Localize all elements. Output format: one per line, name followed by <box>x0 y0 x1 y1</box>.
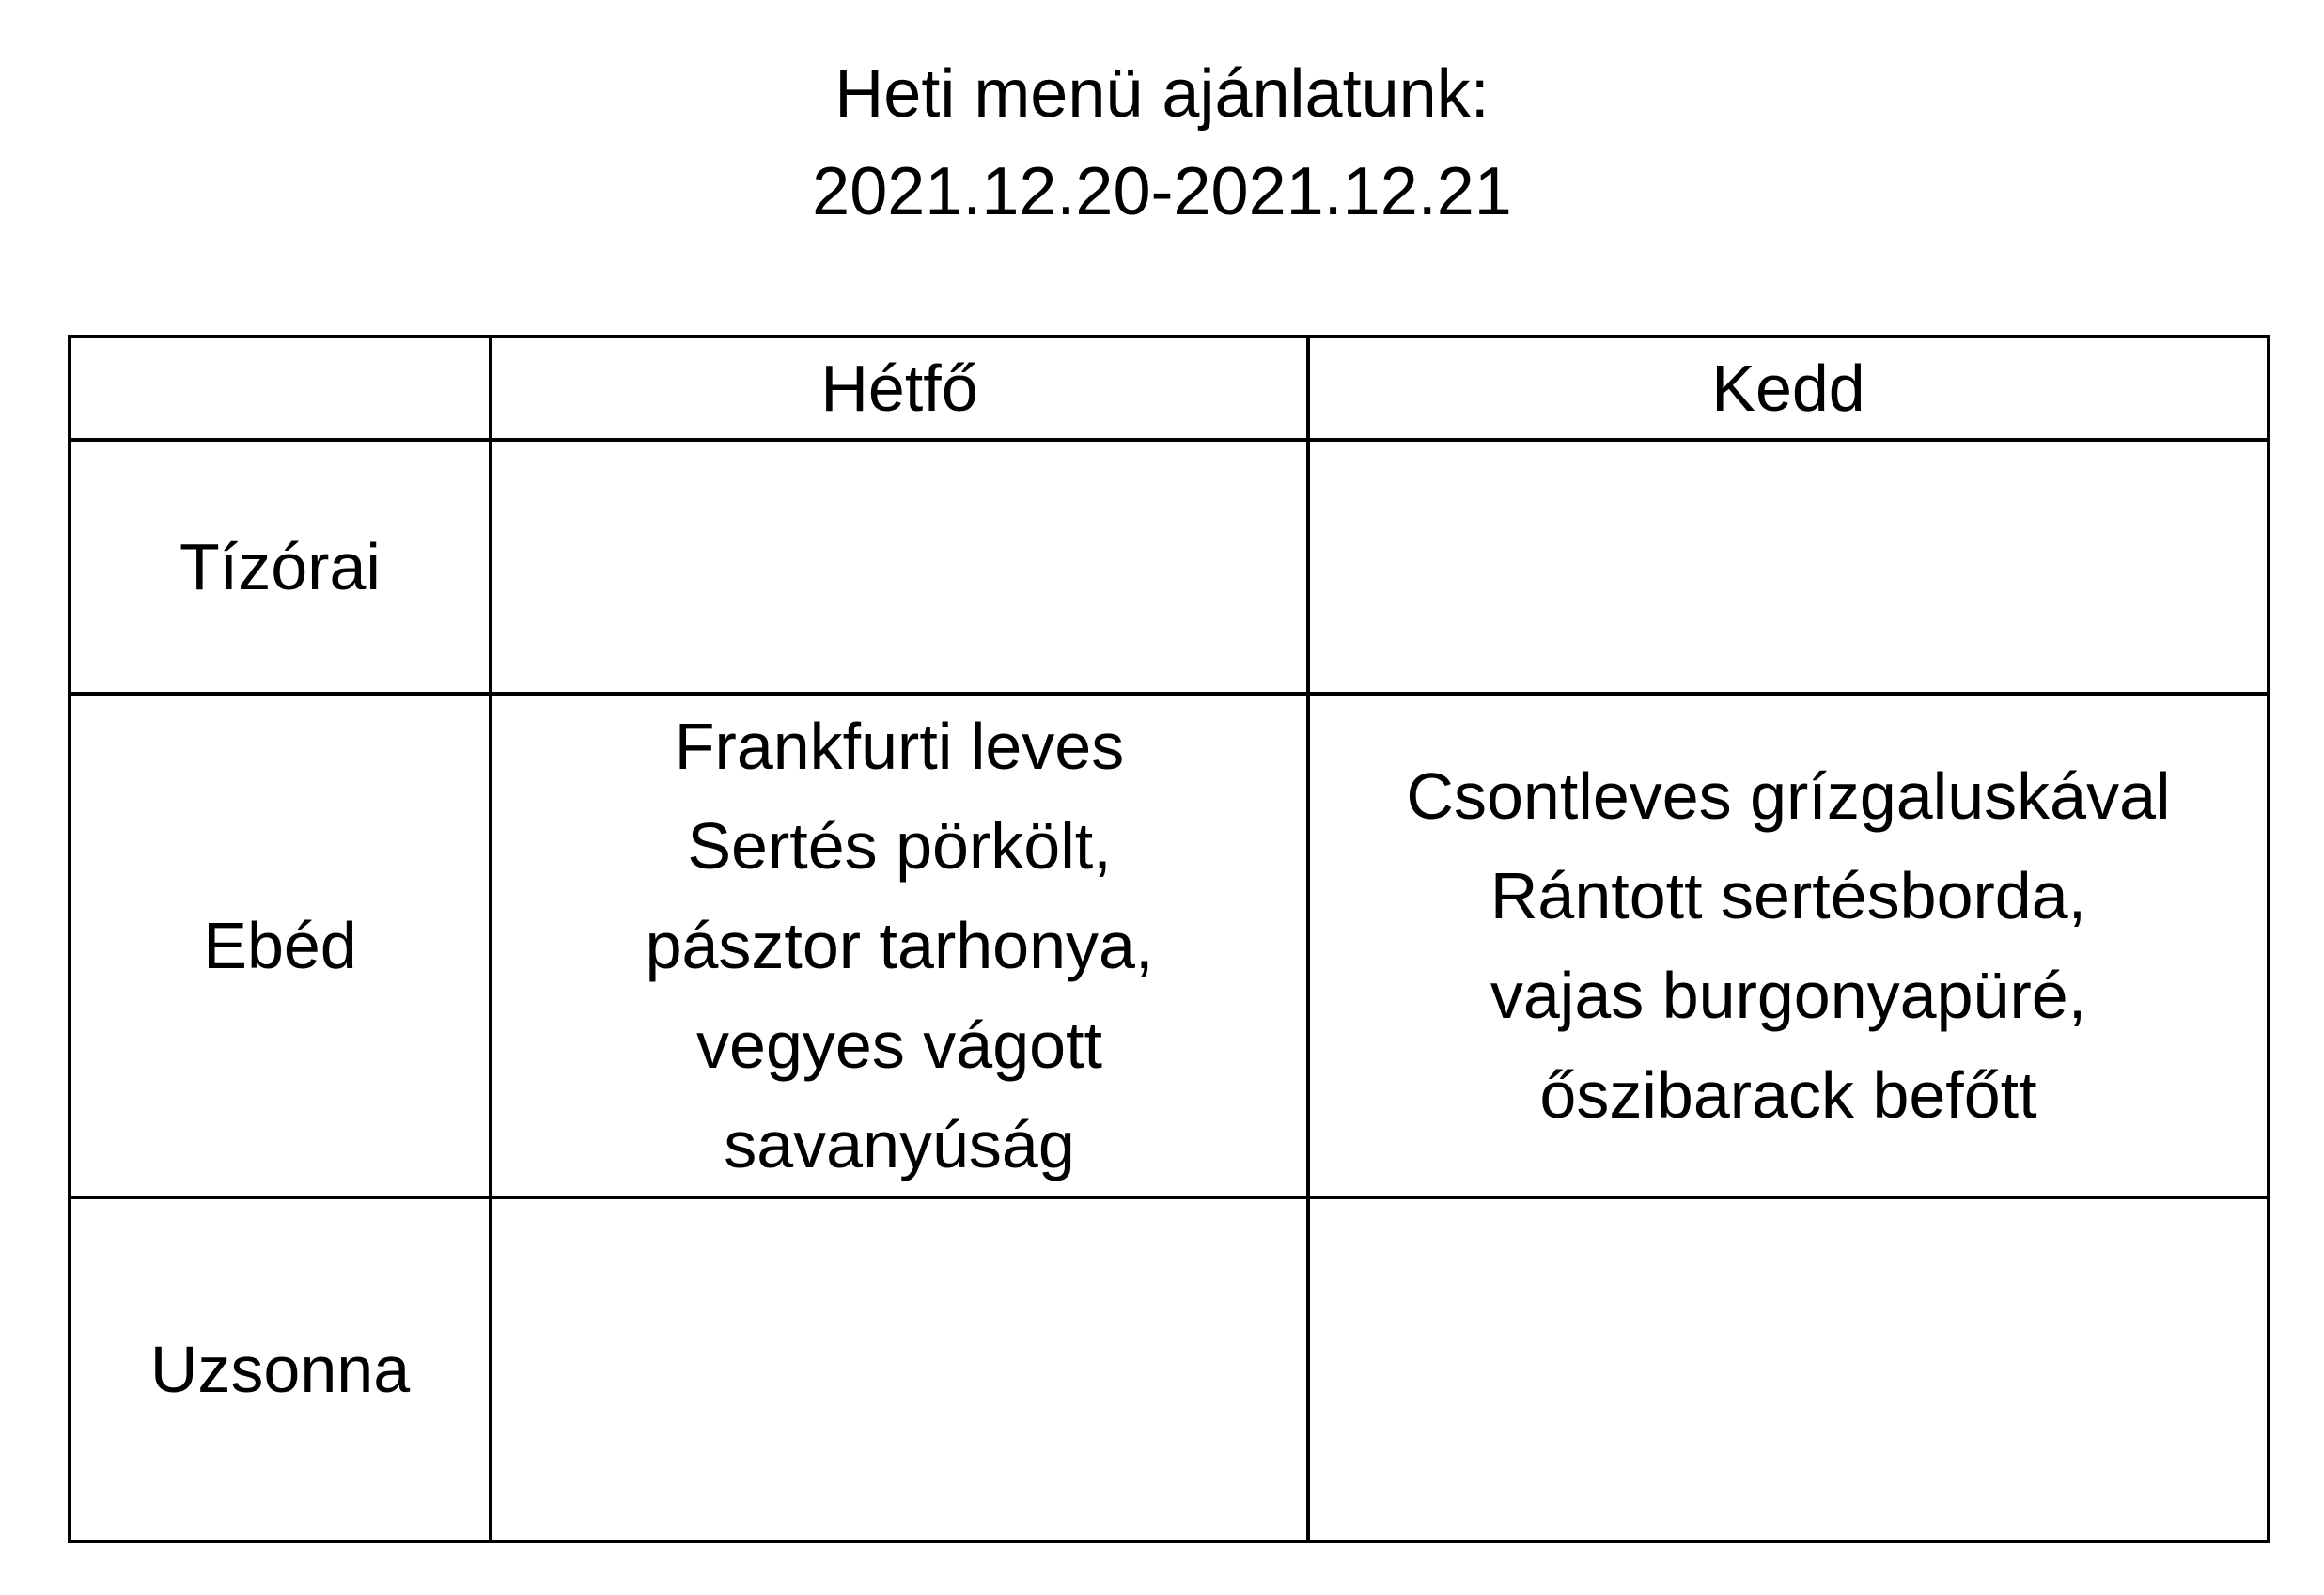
row-label-tizorai: Tízórai <box>70 440 491 694</box>
dish-line: vajas burgonyapüré, <box>1490 959 2087 1032</box>
cell-tizorai-monday <box>491 440 1308 694</box>
title-date-range: 2021.12.20-2021.12.21 <box>812 154 1512 229</box>
row-label-ebed: Ebéd <box>70 694 491 1197</box>
header-monday: Hétfő <box>491 336 1308 440</box>
cell-ebed-monday <box>491 694 1308 1197</box>
page-title <box>0 45 2324 241</box>
dish-line: savanyúság <box>724 1108 1075 1181</box>
table-row <box>70 1197 2269 1541</box>
dish-line: őszibarack befőtt <box>1539 1058 2037 1132</box>
dish-line: Frankfurti leves <box>674 710 1125 783</box>
table-header-row <box>70 336 2269 440</box>
cell-ebed-tuesday <box>1308 694 2269 1197</box>
header-empty-cell <box>70 336 491 440</box>
dish-line: pásztor tarhonya, <box>645 909 1154 982</box>
table-row <box>70 440 2269 694</box>
row-label-uzsonna: Uzsonna <box>70 1197 491 1541</box>
cell-uzsonna-tuesday <box>1308 1197 2269 1541</box>
dish-line: Rántott sertésborda, <box>1490 859 2087 932</box>
dish-line: Csontleves grízgaluskával <box>1406 759 2171 833</box>
dish-line: vegyes vágott <box>696 1009 1102 1082</box>
dish-line: Sertés pörkölt, <box>687 809 1112 883</box>
title-heading: Heti menü ajánlatunk: <box>834 56 1490 132</box>
menu-table <box>68 335 2270 1543</box>
cell-uzsonna-monday <box>491 1197 1308 1541</box>
table-row <box>70 694 2269 1197</box>
cell-tizorai-tuesday <box>1308 440 2269 694</box>
header-tuesday: Kedd <box>1308 336 2269 440</box>
